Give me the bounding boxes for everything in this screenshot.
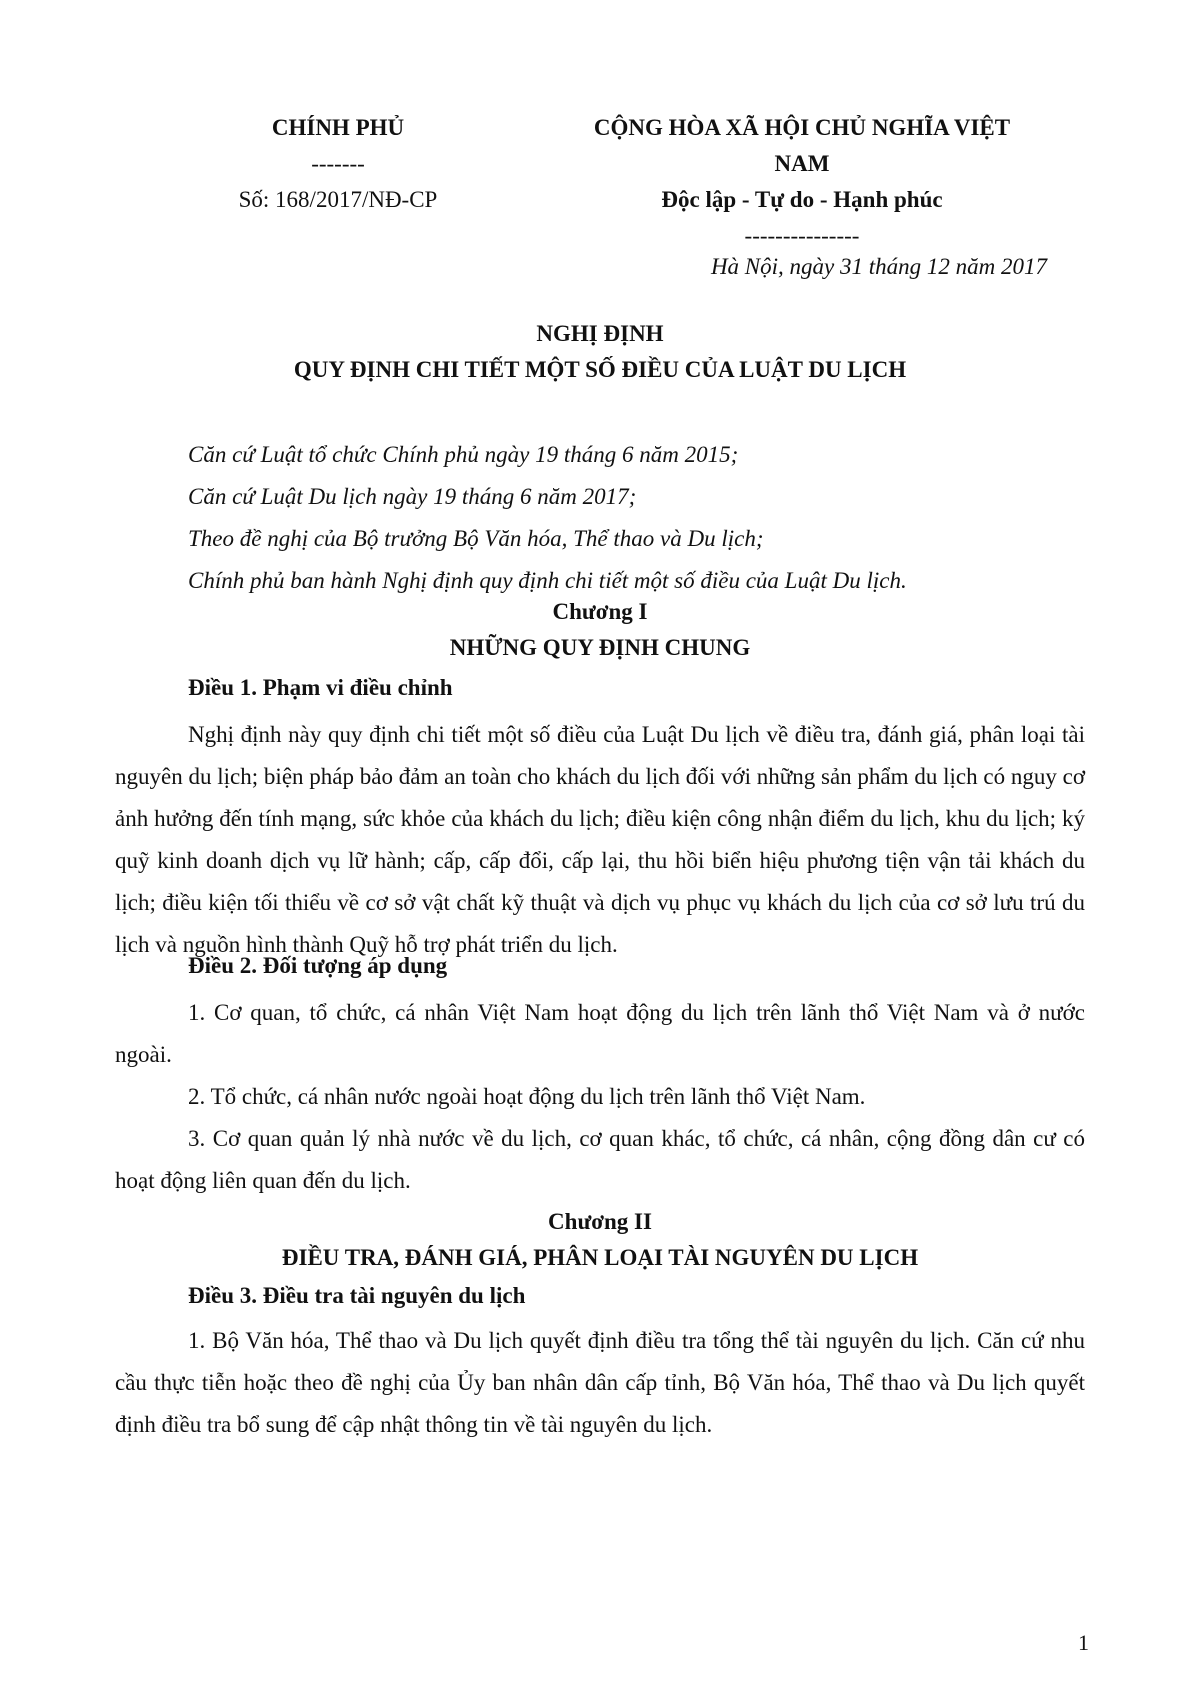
country-name-line1: CỘNG HÒA XÃ HỘI CHỦ NGHĨA VIỆT xyxy=(593,115,1011,140)
chapter-2-heading xyxy=(0,1204,1200,1276)
article-2-item: 2. Tổ chức, cá nhân nước ngoài hoạt động du lịch trên lãnh thổ Việt Nam. xyxy=(188,1084,866,1109)
article-2-item: 3. Cơ quan quản lý nhà nước về du lịch, cơ quan khác, tổ chức, cá nhân, cộng đồng dân cư có hoạt động liên quan đến du lịch. xyxy=(115,1126,1085,1193)
legal-basis-item: Căn cứ Luật Du lịch ngày 19 tháng 6 năm 2017; xyxy=(188,484,637,509)
article-2-item: 1. Cơ quan, tổ chức, cá nhân Việt Nam hoạt động du lịch trên lãnh thổ Việt Nam và ở nước ngoài. xyxy=(115,1000,1085,1067)
legal-basis-item: Chính phủ ban hành Nghị định quy định chi tiết một số điều của Luật Du lịch. xyxy=(188,568,907,593)
legal-basis xyxy=(188,434,1088,602)
document-subject: QUY ĐỊNH CHI TIẾT MỘT SỐ ĐIỀU CỦA LUẬT DU LỊCH xyxy=(293,357,907,382)
place-and-date: Hà Nội, ngày 31 tháng 12 năm 2017 xyxy=(710,254,1047,279)
article-2-title: Điều 2. Đối tượng áp dụng xyxy=(188,953,448,978)
chapter-title: ĐIỀU TRA, ĐÁNH GIÁ, PHÂN LOẠI TÀI NGUYÊN DU LỊCH xyxy=(281,1245,919,1270)
legal-basis-item: Theo đề nghị của Bộ trưởng Bộ Văn hóa, Thể thao và Du lịch; xyxy=(188,526,764,551)
agency-rule: ------- xyxy=(311,151,365,176)
article-3-title: Điều 3. Điều tra tài nguyên du lịch xyxy=(188,1283,526,1308)
document-type: NGHỊ ĐỊNH xyxy=(536,321,664,346)
legal-basis-item: Căn cứ Luật tổ chức Chính phủ ngày 19 tháng 6 năm 2015; xyxy=(188,442,739,467)
chapter-label: Chương I xyxy=(552,599,648,624)
chapter-label: Chương II xyxy=(548,1209,652,1234)
article-3-item: 1. Bộ Văn hóa, Thể thao và Du lịch quyết định điều tra tổng thể tài nguyên du lịch. Căn cứ nhu cầu thực tiễn hoặc theo đề nghị của Ủy ban nhân dân cấp tỉnh, Bộ Văn hóa, Thể thao và Du lịch quyết định điều tra bổ sung để cập nhật thông tin về tài nguyên du lịch. xyxy=(115,1328,1085,1437)
page-number: 1 xyxy=(1078,1630,1089,1655)
article-1-text: Nghị định này quy định chi tiết một số điều của Luật Du lịch về điều tra, đánh giá, phân loại tài nguyên du lịch; biện pháp bảo đảm an toàn cho khách du lịch đối với những sản phẩm du lịch có nguy cơ ảnh hưởng đến tính mạng, sức khỏe của khách du lịch; điều kiện công nhận điểm du lịch, khu du lịch; ký quỹ kinh doanh dịch vụ lữ hành; cấp, cấp đổi, cấp lại, thu hồi biển hiệu phương tiện vận tải khách du lịch; điều kiện tối thiểu về cơ sở vật chất kỹ thuật và dịch vụ phục vụ khách du lịch của cơ sở lưu trú du lịch và nguồn hình thành Quỹ hỗ trợ phát triển du lịch. xyxy=(115,722,1085,957)
national-motto: Độc lập - Tự do - Hạnh phúc xyxy=(661,187,943,212)
document-number: Số: 168/2017/NĐ-CP xyxy=(238,187,438,212)
motto-rule: --------------- xyxy=(744,223,860,248)
national-heading-block xyxy=(552,110,1052,254)
country-name-line2: NAM xyxy=(774,151,830,176)
issuer-block xyxy=(188,110,488,218)
agency-name: CHÍNH PHỦ xyxy=(271,115,405,140)
chapter-title: NHỮNG QUY ĐỊNH CHUNG xyxy=(449,635,751,660)
chapter-1-heading xyxy=(0,594,1200,666)
article-1-title: Điều 1. Phạm vi điều chỉnh xyxy=(188,675,453,700)
document-title-block xyxy=(0,316,1200,388)
